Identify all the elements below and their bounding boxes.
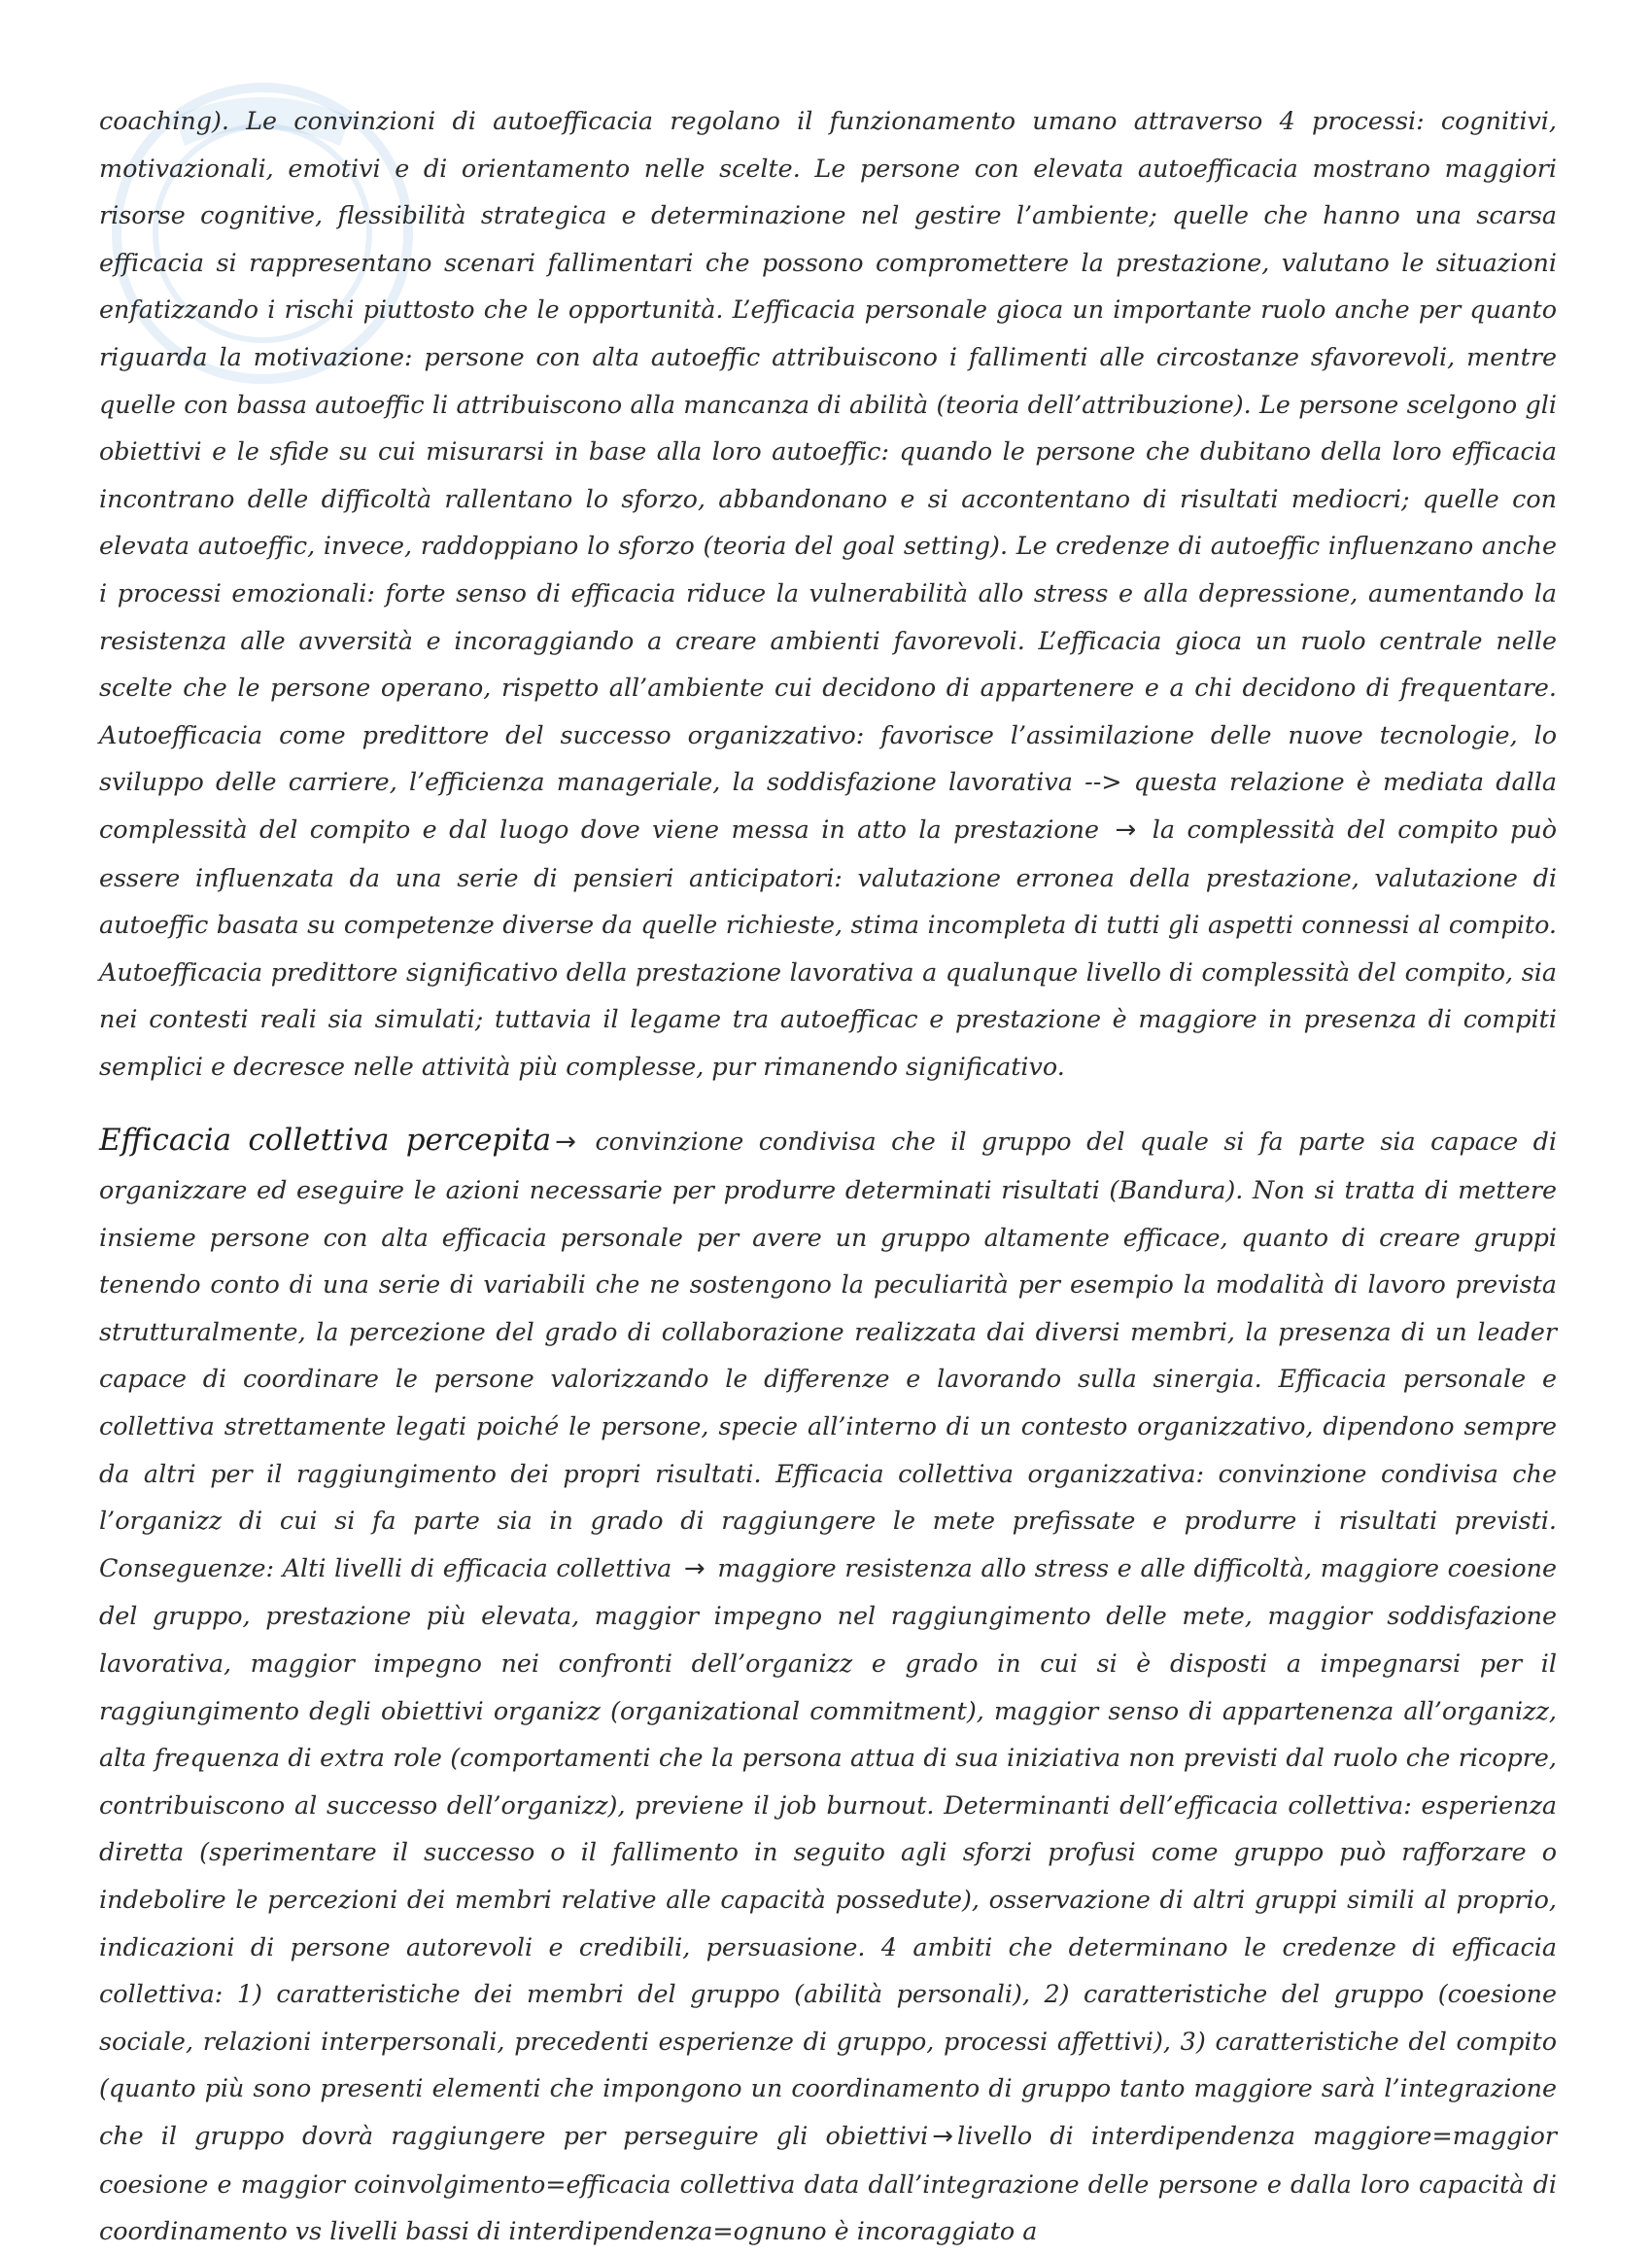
arrow-icon: → — [1115, 815, 1137, 845]
paragraph-text: coaching). Le convinzioni di autoefficacia regolano il funzionamento umano attraverso 4 processi: cognitivi, motivazionali, emotivi e di orientamento nelle scelte. Le persone con elevata autoefficacia mostrano maggiori risorse cognitive, flessibilità strategica e determinazione nel gestire l’ambiente; quelle che hanno una scarsa efficacia si rappresentano scenari fallimentari che possono compromettere la prestazione, valutano le situazioni enfatizzando i rischi piuttosto che le opportunità. L’efficacia personale gioca un importante ruolo anche per quanto riguarda la motivazione: persone con alta autoeffic attribuiscono i fallimenti alle circostanze sfavorevoli, mentre quelle con bassa autoeffic li attribuiscono alla mancanza di abilità (teoria dell’attribuzione). Le persone scelgono gli obiettivi e le sfide su cui misurarsi in base alla loro autoeffic: quando le persone che dubitano della loro efficacia incontrano delle difficoltà rallentano lo sforzo, abbandonano e si accontentano di risultati mediocri; quelle con elevata autoeffic, invece, raddoppiano lo sforzo (teoria del goal setting). Le credenze di autoeffic influenzano anche i processi emozionali: forte senso di efficacia riduce la vulnerabilità allo stress e alla depressione, aumentando la resistenza alle avversità e incoraggiando a creare ambienti favorevoli. L’efficacia gioca un ruolo centrale nelle scelte che le persone operano, rispetto all’ambiente cui decidono di appartenere e a chi decidono di frequentare. Autoefficacia come predittore del successo organizzativo: favorisce l’assimilazione delle nuove tecnologie, lo sviluppo delle carriere, l’efficienza manageriale, la soddisfazione lavorativa --> questa relazione è mediata dalla complessità del compito e dal luogo dove viene messa in atto la prestazione — [99, 106, 1557, 844]
paragraph-text: livello di interdipendenza maggiore=maggior coesione e maggior coinvolgimento=efficacia collettiva data dall’integrazione delle persone e dalla loro capacità di coordinamento vs livelli bassi di interdipendenza=ognuno è incoraggiato a — [99, 2120, 1557, 2246]
arrow-icon: → — [555, 1128, 576, 1158]
document-page — [99, 97, 1557, 2255]
arrow-icon: → — [683, 1553, 706, 1583]
section-heading: Efficacia collettiva percepita — [99, 1123, 552, 1159]
paragraph-text: maggiore resistenza allo stress e alle difficoltà, maggiore coesione del gruppo, prestazione più elevata, maggior impegno nel raggiungimento delle mete, maggior soddisfazione lavorativa, maggior impegno nei confronti dell’organizz e grado in cui si è disposti a impegnarsi per il raggiungimento degli obiettivi organizz (organizational commitment), maggior senso di appartenenza all’organizz, alta frequenza di extra role (comportamenti che la persona attua di sua iniziativa non previsti dal ruolo che ricopre, contribuiscono al successo dell’organizz), previene il job burnout. Determinanti dell’efficacia collettiva: esperienza diretta (sperimentare il successo o il fallimento in seguito agli sforzi profusi come gruppo può rafforzare o indebolire le percezioni dei membri relative alle capacità possedute), osservazione di altri gruppi simili al proprio, indicazioni di persone autorevoli e credibili, persuasione. 4 ambiti che determinano le credenze di efficacia collettiva: 1) caratteristiche dei membri del gruppo (abilità personali), 2) caratteristiche del gruppo (coesione sociale, relazioni interpersonali, precedenti esperienze di gruppo, processi affettivi), 3) caratteristiche del compito (quanto più sono presenti elementi che impongono un coordinamento di gruppo tanto maggiore sarà l’integrazione che il gruppo dovrà raggiungere per perseguire gli obiettivi — [99, 1552, 1557, 2150]
paragraph-efficacia-collettiva — [99, 1117, 1557, 2254]
paragraph-text: convinzione condivisa che il gruppo del quale si fa parte sia capace di organizzare ed eseguire le azioni necessarie per produrre determinati risultati (Bandura). Non si tratta di mettere insieme persone con alta efficacia personale per avere un gruppo altamente efficace, quanto di creare gruppi tenendo conto di una serie di variabili che ne sostengono la peculiarità per esempio la modalità di lavoro prevista strutturalmente, la percezione del grado di collaborazione realizzata dai diversi membri, la presenza di un leader capace di coordinare le persone valorizzando le differenze e lavorando sulla sinergia. Efficacia personale e collettiva strettamente legati poiché le persone, specie all’interno di un contesto organizzativo, dipendono sempre da altri per il raggiungimento dei propri risultati. Efficacia collettiva organizzativa: convinzione condivisa che l’organizz di cui si fa parte sia in grado di raggiungere le mete prefissate e produrre i risultati previsti. Conseguenze: Alti livelli di efficacia collettiva — [99, 1127, 1558, 1582]
arrow-icon: → — [932, 2121, 954, 2151]
paragraph-autoefficacia — [99, 97, 1557, 1090]
paragraph-text: la complessità del compito può essere influenzata da una serie di pensieri anticipatori: valutazione erronea della prestazione, valutazione di autoeffic basata su competenze diverse da quelle richieste, stima incompleta di tutti gli aspetti connessi al compito. Autoefficacia predittore significativo della prestazione lavorativa a qualunque livello di complessità del compito, sia nei contesti reali sia simulati; tuttavia il legame tra autoefficac e prestazione è maggiore in presenza di compiti semplici e decresce nelle attività più complesse, pur rimanendo significativo. — [99, 814, 1558, 1081]
